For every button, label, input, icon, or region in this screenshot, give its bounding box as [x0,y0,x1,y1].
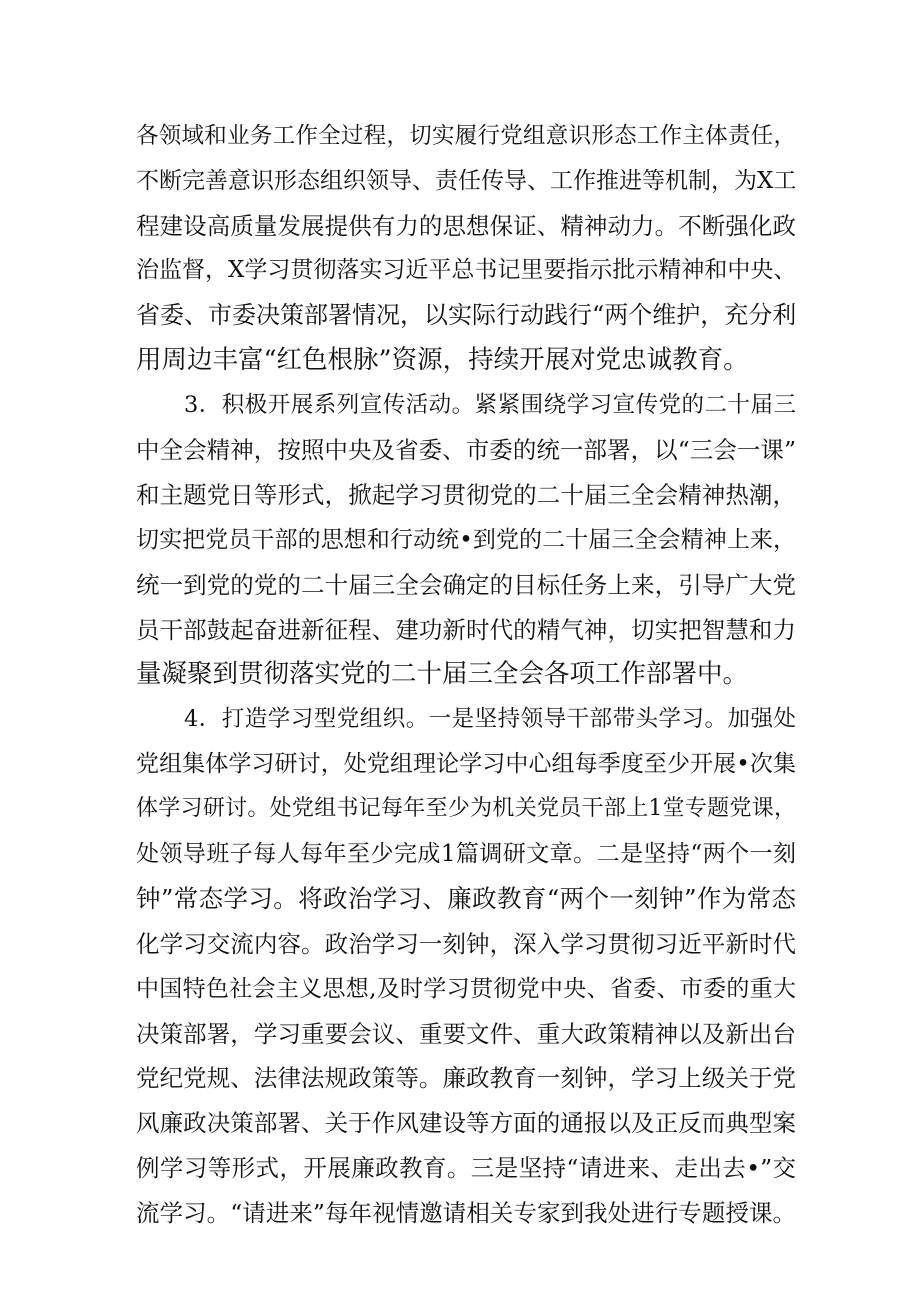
paragraph-last-line: 用周边丰富“红色根脉”资源，持续开展对党忠诚教育。 [136,345,749,375]
paragraph-heading-line: 4．打造学习型党组织。一是坚持领导干部带头学习。加强处 [184,706,796,732]
text-line: 风廉政决策部署、关于作风建设等方面的通报以及正反而典型案 [136,1109,796,1137]
text-line: 和主题党日等形式，掀起学习贯彻党的二十届三全会精神热潮， [136,481,796,509]
text-line: 程建设高质量发展提供有力的思想保证、精神动力。不断强化政 [136,212,796,240]
text-line: 中全会精神，按照中央及省委、市委的统一部署，以“三会一课” [136,436,796,464]
paragraph-last-line: 量凝聚到贯彻落实党的二十届三全会各项工作部署中。 [136,659,749,689]
text-line: 党纪党规、法律法规政策等。廉政教育一刻钟，学习上级关于党 [136,1064,796,1092]
text-line: 决策部署，学习重要会议、重要文件、重大政策精神以及新出台 [136,1020,796,1048]
text-line: 处领导班子每人每年至少完成1篇调研文章。二是坚持“两个一刻 [136,841,796,867]
text-line: 省委、市委决策部署情况，以实际行动践行“两个维护，充分利 [136,301,797,329]
text-line: 化学习交流内容。政治学习一刻钟，深入学习贯彻习近平新时代 [136,930,796,958]
text-line: 党组集体学习研讨，处党组理论学习中心组每季度至少开展•次集 [136,751,796,777]
text-line: 流学习。“请进来”每年视情邀请相关专家到我处进行专题授课。 [136,1199,796,1227]
text-line: 体学习研讨。处党组书记每年至少为机关党员干部上1堂专题党课， [136,796,796,821]
text-line: 员干部鼓起奋进新征程、建功新时代的精气神，切实把智慧和力 [136,616,796,644]
text-line: 例学习等形式，开展廉政教育。三是坚持“请进来、走出去•”交 [136,1154,796,1182]
text-line: 钟”常态学习。将政治学习、廉政教育“两个一刻钟”作为常态 [136,884,796,913]
text-line: 切实把党员干部的思想和行动统•到党的二十届三全会精神上来， [136,527,796,553]
text-line: 中国特色社会主义思想,及时学习贯彻党中央、省委、市委的重大 [136,976,796,1002]
text-line: 治监督，X学习贯彻落实习近平总书记里要指示批示精神和中央、 [136,257,797,283]
paragraph-heading-line: 3．积极开展系列宣传活动。紧紧围绕学习宣传党的二十届三 [184,392,796,418]
text-line: 不断完善意识形态组织领导、责任传导、工作推进等机制，为X工 [136,168,797,194]
text-line: 统一到党的党的二十届三全会确定的目标任务上来，引导广大党 [136,571,796,599]
text-line: 各领域和业务工作全过程，切实履行党组意识形态工作主体责任， [136,123,796,149]
